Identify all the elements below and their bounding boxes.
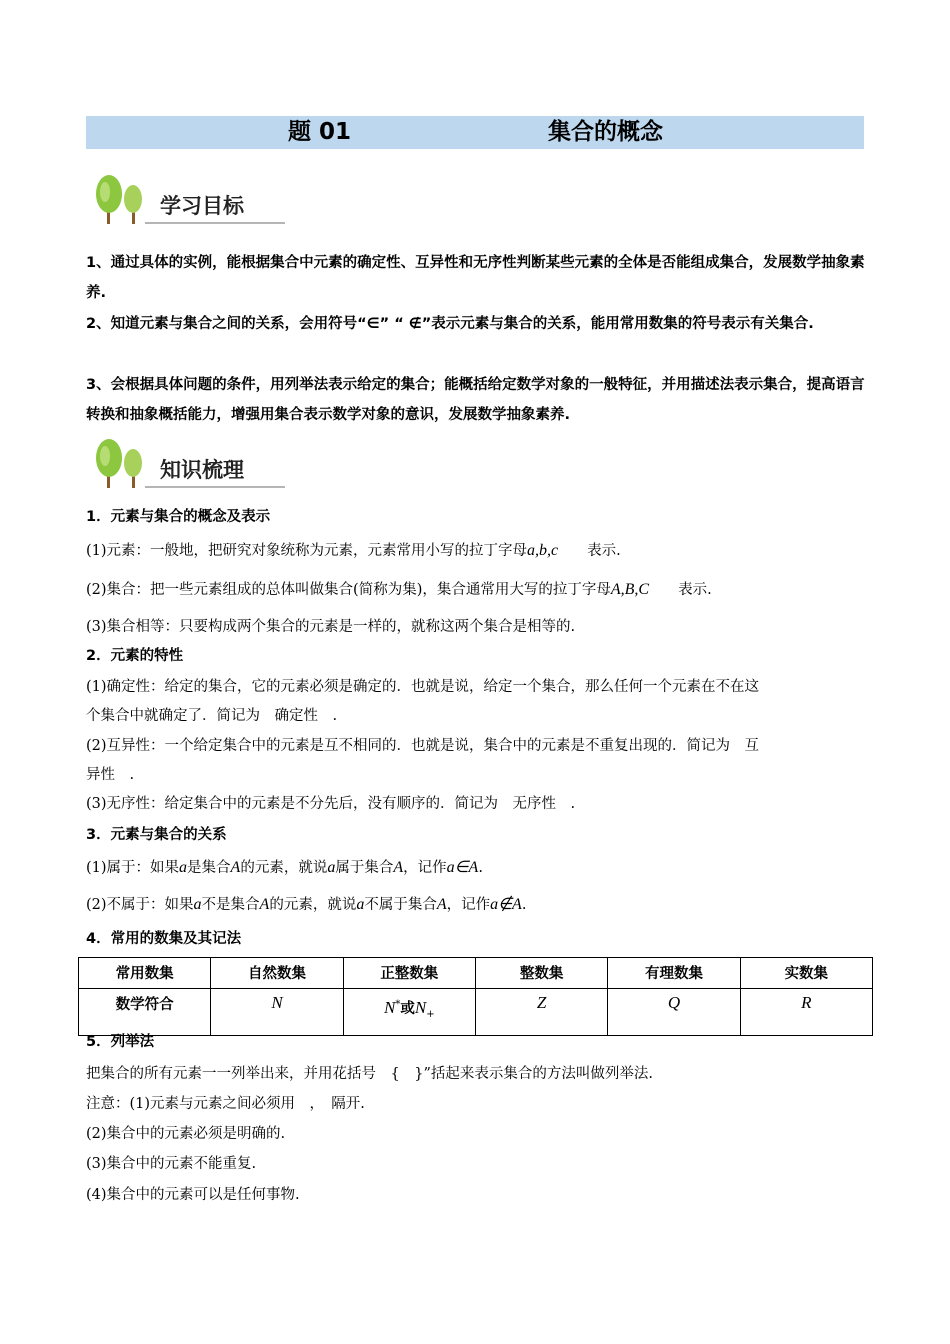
- note-4: (4)集合中的元素可以是任何事物.: [86, 1187, 300, 1203]
- table-header: 有理数集: [608, 958, 740, 989]
- para-set: (2)集合：把一些元素组成的总体叫做集合(简称为集)，集合通常用大写的拉丁字母A,B,C 表示.: [86, 581, 712, 598]
- para-element: (1)元素：一般地，把研究对象统称为元素，元素常用小写的拉丁字母a,b,c 表示.: [86, 542, 621, 559]
- title-bar: [86, 116, 864, 149]
- heading-3: 3．元素与集合的关系: [86, 827, 227, 843]
- tree-icon: [90, 436, 150, 492]
- math-not-belongs: a∉A: [490, 896, 522, 913]
- section-header-knowledge: [90, 436, 290, 494]
- math-abc: a,b,c: [527, 542, 559, 559]
- math-ABC: A,B,C: [610, 581, 650, 598]
- divider: [145, 486, 285, 488]
- para-determinacy-2: 个集合中就确定了．简记为 确定性 .: [86, 708, 338, 724]
- para-determinacy-1: (1)确定性：给定的集合，它的元素必须是确定的．也就是说，给定一个集合，那么任何一个元素在不在这: [86, 679, 760, 695]
- para-unordered: (3)无序性：给定集合中的元素是不分先后，没有顺序的．简记为 无序性 .: [86, 796, 576, 812]
- section-title-knowledge: 知识梳理: [160, 458, 244, 482]
- table-header: 正整数集: [343, 958, 475, 989]
- note-3: (3)集合中的元素不能重复.: [86, 1156, 257, 1172]
- section-header-goals: [90, 172, 290, 230]
- para-distinctness-2: 异性 .: [86, 767, 135, 783]
- table-row: [79, 989, 873, 1036]
- heading-5: 5．列举法: [86, 1034, 155, 1050]
- cell-positive: N*或$N_+$: [343, 989, 475, 1036]
- goal-1: 1、通过具体的实例，能根据集合中元素的确定性、互异性和无序性判断某些元素的全体是否能组成集合，发展数学抽象素养.: [86, 255, 865, 301]
- para-not-belongs: (2)不属于：如果a不是集合A的元素，就说a不属于集合A，记作a∉A.: [86, 896, 527, 913]
- goal-2: 2、知道元素与集合之间的关系，会用符号“∈” “ ∉”表示元素与集合的关系，能用常用数集的符号表示有关集合.: [86, 316, 814, 332]
- page-title: 集合的概念: [548, 119, 663, 145]
- cell-real: R: [740, 989, 872, 1036]
- table-header: 常用数集: [79, 958, 211, 989]
- table-header: 自然数集: [211, 958, 343, 989]
- note-1: 注意：(1)元素与元素之间必须用 ， 隔开.: [86, 1096, 365, 1112]
- para-belongs: (1)属于：如果a是集合A的元素，就说a属于集合A，记作a∈A.: [86, 859, 483, 876]
- cell-natural: N: [211, 989, 343, 1036]
- title-number: 题 01: [288, 119, 352, 145]
- tree-icon: [90, 172, 150, 228]
- table-header: 实数集: [740, 958, 872, 989]
- divider: [145, 222, 285, 224]
- para-distinctness-1: (2)互异性：一个给定集合中的元素是互不相同的．也就是说，集合中的元素是不重复出现的．简记为 互: [86, 738, 760, 754]
- para-enumeration: 把集合的所有元素一一列举出来，并用花括号 { }”括起来表示集合的方法叫做列举法.: [86, 1066, 653, 1082]
- math-belongs: a∈A: [446, 859, 479, 876]
- heading-1: 1．元素与集合的概念及表示: [86, 509, 271, 525]
- goal-3: 3、会根据具体问题的条件，用列举法表示给定的集合；能概括给定数学对象的一般特征，并用描述法表示集合，提高语言转换和抽象概括能力，增强用集合表示数学对象的意识，发展数学抽象素养.: [86, 377, 865, 423]
- row-label: 数学符合: [79, 989, 211, 1036]
- note-2: (2)集合中的元素必须是明确的.: [86, 1126, 286, 1142]
- cell-rational: Q: [608, 989, 740, 1036]
- section-title-goals: 学习目标: [160, 194, 244, 218]
- para-set-equal: (3)集合相等：只要构成两个集合的元素是一样的，就称这两个集合是相等的.: [86, 619, 576, 635]
- cell-integer: Z: [475, 989, 607, 1036]
- table-header: 整数集: [475, 958, 607, 989]
- heading-4: 4．常用的数集及其记法: [86, 931, 242, 947]
- table-header-row: [79, 958, 873, 989]
- number-sets-table: [78, 957, 873, 1036]
- heading-2: 2．元素的特性: [86, 648, 184, 664]
